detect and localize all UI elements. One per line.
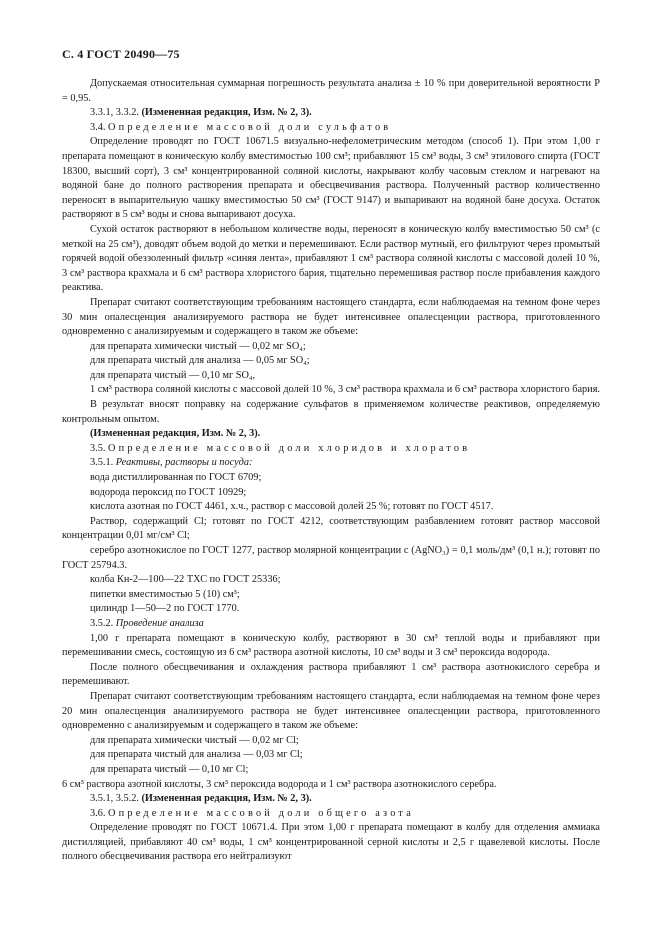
list-item: для препарата чистый — 0,10 мг SO₄, (90, 369, 256, 381)
paragraph: Препарат считают соответствующим требованиям настоящего стандарта, если наблюдаемая на темном фоне через 20 мин опалесценция анализируемого раствора не будет интенсивнее опалесценции раствора, приготовленного одновременно с анализируемым и содержащего в таком же объеме: (62, 690, 600, 732)
paragraph: Сухой остаток растворяют в небольшом количестве воды, переносят в коническую колбу вместимостью 50 см³ (с меткой на 25 см³), доводят объем водой до метки и перемешивают. Если раствор мутный, его фильтруют через промытый горячей водой обеззоленный фильтр «синяя лента», прибавляют 1 см³ раствора соляной кислоты с массовой долей 10 %, 3 см³ раствора крахмала и 6 см³ раствора хлористого бария, тщательно перемешивая раствор после прибавления каждого реактива. (62, 223, 600, 294)
revision-note (62, 106, 600, 121)
error-paragraph: Допускаемая относительная суммарная погрешность результата анализа ± 10 % при доверительной вероятности P = 0,95. (62, 78, 600, 104)
section-number: 3.4. (90, 121, 109, 133)
subsection-heading (62, 456, 600, 471)
paragraph: Определение проводят по ГОСТ 10671.4. При этом 1,00 г препарата помещают в колбу для отделения аммиака дистилляцией, прибавляют 40 см³ воды, 1 см³ концентрированной серной кислоты и 2,5 г щавелевой кислоты. После полного обесцвечивания раствора его нейтрализуют (62, 822, 600, 863)
paragraph: Препарат считают соответствующим требованиям настоящего стандарта, если наблюдаемая на темном фоне через 30 мин опалесценция анализируемого раствора не будет интенсивнее опалесценции раствора, приготовленного одновременно с анализируемым и содержащего в таком же объеме: (62, 296, 600, 338)
page-header: С. 4 ГОСТ 20490—75 (62, 47, 180, 61)
paragraph: Определение проводят по ГОСТ 10671.5 визуально-нефелометрическим методом (способ 1). При этом 1,00 г препарата помещают в коническую колбу вместимостью 100 см³; прибавляют 15 см³ воды, 3 см³ этилового спирта (ГОСТ 18300, высший сорт), 3 см³ концентрированной соляной кислоты, накрывают колбу часовым стеклом и нагревают на водяной бане до полного растворения препарата и обесцвечивания раствора. Полученный раствор количественно переносят в выпарительную чашку вместимостью 50 см³ (ГОСТ 9147) и выпаривают на водяной бане досуха. Остаток растворяют в 5 см³ воды и снова выпаривают досуха. (62, 136, 600, 221)
list-item: колба Кн-2—100—22 ТХС по ГОСТ 25336; (90, 574, 281, 586)
paragraph: 1,00 г препарата помещают в коническую колбу, растворяют в 30 см³ теплой воды и прибавляют при перемешивании смесь, состоящую из 6 см³ раствора азотной кислоты, 10 см³ воды и 3 см³ пероксида водорода. (62, 632, 600, 659)
paragraph: 6 см³ раствора азотной кислоты, 3 см³ пероксида водорода и 1 см³ раствора азотнокислого серебра. (62, 778, 497, 790)
list-item: кислота азотная по ГОСТ 4461, х.ч., раствор с массовой долей 25 %; готовят по ГОСТ 4517. (90, 501, 494, 513)
subsection-title: Реактивы, растворы и посуда: (115, 457, 253, 469)
list-item: водорода пероксид по ГОСТ 10929; (90, 486, 247, 498)
section-heading-sulfates (62, 121, 600, 136)
list-item: пипетки вместимостью 5 (10) см³; (90, 588, 240, 600)
section-number: 3.5.2. (90, 617, 116, 629)
revision-note (62, 792, 600, 807)
list-item: для препарата химически чистый — 0,02 мг Cl; (90, 734, 299, 746)
section-heading-chlorides (62, 442, 600, 457)
section-number: 3.5.1. (90, 457, 116, 469)
list-item: для препарата чистый для анализа — 0,05 мг SO₄; (90, 355, 310, 367)
list-item: вода дистиллированная по ГОСТ 6709; (90, 472, 262, 484)
list-item: цилиндр 1—50—2 по ГОСТ 1770. (90, 603, 240, 615)
document-body (62, 77, 600, 865)
revision-label: (Измененная редакция, Изм. № 2, 3). (141, 107, 312, 119)
list-item: для препарата чистый для анализа — 0,03 мг Cl; (90, 749, 303, 761)
clause-number: 3.5.1, 3.5.2. (90, 793, 142, 805)
clause-number: 3.3.1, 3.3.2. (90, 107, 142, 119)
revision-label: (Измененная редакция, Изм. № 2, 3). (90, 428, 261, 440)
section-title: Определение массовой доли хлоридов и хлоратов (108, 442, 471, 454)
section-heading-nitrogen (62, 807, 600, 822)
subsection-heading (62, 617, 600, 632)
paragraph: 1 см³ раствора соляной кислоты с массовой долей 10 %, 3 см³ раствора крахмала и 6 см³ раствора хлористого бария. (90, 384, 601, 396)
section-number: 3.5. (90, 442, 109, 454)
revision-label: (Измененная редакция, Изм. № 2, 3). (141, 793, 312, 805)
paragraph: серебро азотнокислое по ГОСТ 1277, раствор молярной концентрации c (AgNO₃) = 0,1 моль/дм³ (0,1 н.); готовят по ГОСТ 25794.3. (62, 545, 600, 571)
section-title: Определение массовой доли сульфатов (108, 121, 392, 133)
section-number: 3.6. (90, 807, 109, 819)
paragraph: Раствор, содержащий Cl; готовят по ГОСТ 4212, соответствующим разбавлением готовят раствор массовой концентрации 0,01 мг/см³ Cl; (62, 515, 600, 542)
section-title: Определение массовой доли общего азота (108, 807, 415, 819)
list-item: для препарата химически чистый — 0,02 мг SO₄; (90, 340, 306, 352)
paragraph: В результат вносят поправку на содержание сульфатов в применяемом количестве реактивов, определяемую контрольным опытом. (62, 399, 600, 425)
list-item: для препарата чистый — 0,10 мг Cl; (90, 763, 249, 775)
subsection-title: Проведение анализа (115, 617, 204, 629)
paragraph: После полного обесцвечивания и охлаждения раствора прибавляют 1 см³ раствора азотнокислого серебра и перемешивают. (62, 661, 600, 688)
